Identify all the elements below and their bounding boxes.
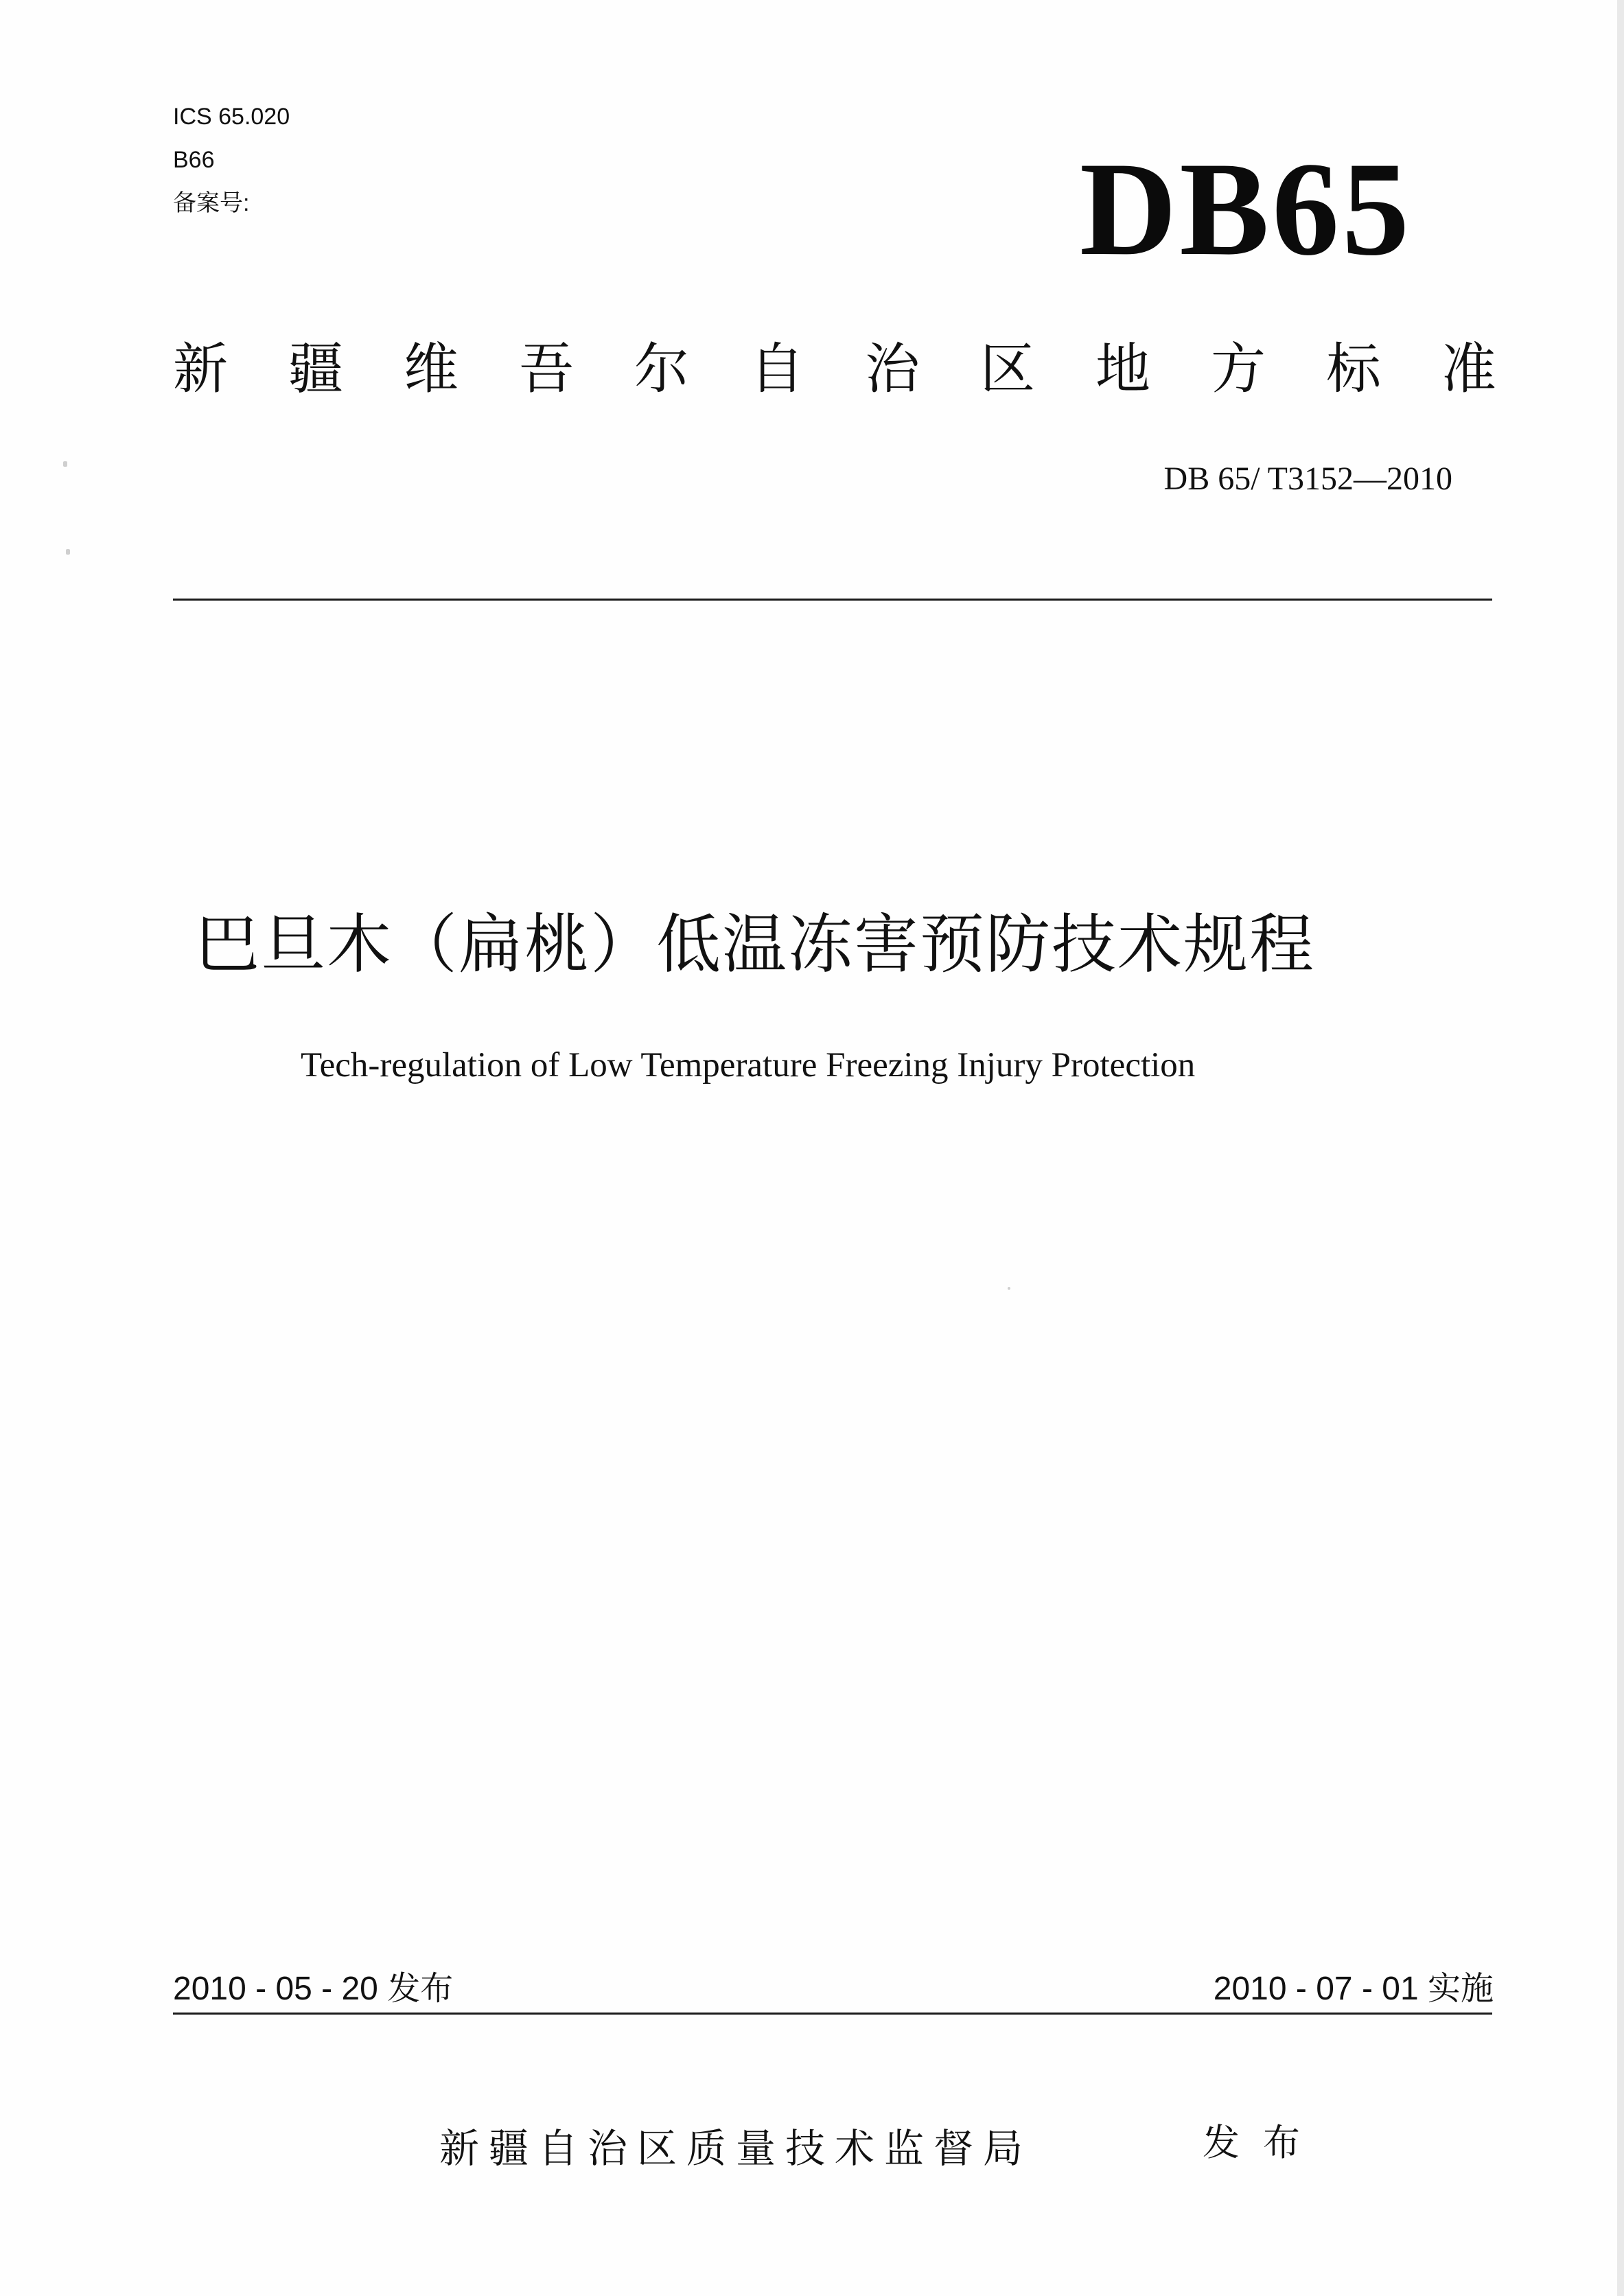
document-title-english: Tech-regulation of Low Temperature Freezing Injury Protection [301,1046,1196,1085]
scan-edge [1617,0,1624,2296]
implementation-date: 2010 - 07 - 01 实施 [1213,1971,1494,2007]
record-number-label: 备案号: [173,190,250,216]
scan-speck [1008,1287,1010,1290]
scan-speck [63,461,67,467]
issue-label: 发布 [1203,2121,1323,2164]
ics-code: ICS 65.020 [173,104,290,130]
classification-code: B66 [173,147,215,173]
scan-speck [66,549,70,555]
standard-code: DB 65/ T3152—2010 [1163,461,1452,497]
issue-date: 2010 - 05 - 20 发布 [173,1971,454,2007]
issuing-authority: 新疆自治区质量技术监督局 [439,2125,1033,2172]
document-title-chinese: 巴旦木（扁桃）低温冻害预防技术规程 [195,907,1316,982]
header-divider [173,599,1492,601]
standard-logo: DB65 [1079,135,1413,283]
standard-category-name: 新疆维吾尔自治区地方标准 [173,337,1557,401]
date-divider [173,2013,1492,2015]
